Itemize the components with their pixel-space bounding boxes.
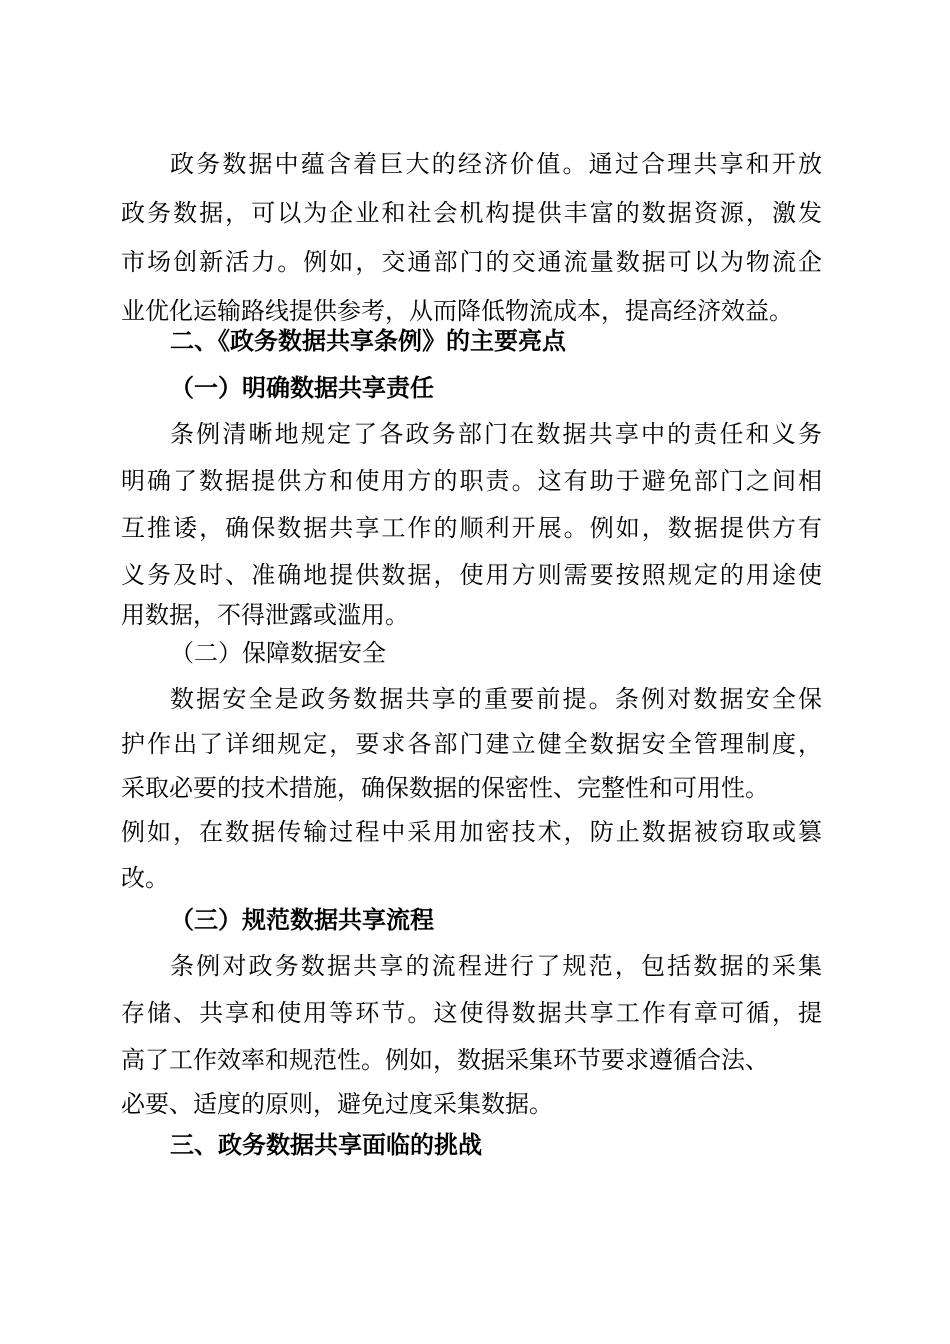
- paragraph-line: 用数据，不得泄露或滥用。: [121, 601, 409, 629]
- section-heading: 二、《政务数据共享条例》的主要亮点: [170, 326, 566, 355]
- paragraph-line: 互推诿，确保数据共享工作的顺利开展。例如，数据提供方有: [121, 514, 822, 542]
- subsection-heading: （二）保障数据安全: [170, 639, 386, 667]
- section-heading: 三、政务数据共享面临的挑战: [170, 1130, 482, 1159]
- paragraph-line: 高了工作效率和规范性。例如，数据采集环节要求遵循合法、: [121, 1046, 769, 1074]
- paragraph-line: 采取必要的技术措施，确保数据的保密性、完整性和可用性。: [121, 774, 769, 802]
- paragraph-line: 改。: [121, 864, 169, 892]
- paragraph-line: 业优化运输路线提供参考，从而降低物流成本，提高经济效益。: [121, 297, 793, 325]
- paragraph-line: 政务数据，可以为企业和社会机构提供丰富的数据资源，激发: [121, 199, 822, 227]
- paragraph-line: 条例对政务数据共享的流程进行了规范，包括数据的采集: [170, 952, 822, 980]
- paragraph-line: 例如，在数据传输过程中采用加密技术，防止数据被窃取或篡: [121, 818, 822, 846]
- subsection-heading: （三）规范数据共享流程: [170, 905, 434, 934]
- paragraph-line: 条例清晰地规定了各政务部门在数据共享中的责任和义务: [170, 420, 822, 448]
- paragraph-line: 政务数据中蕴含着巨大的经济价值。通过合理共享和开放: [170, 150, 822, 178]
- paragraph-line: 市场创新活力。例如，交通部门的交通流量数据可以为物流企: [121, 248, 822, 276]
- paragraph-line: 存储、共享和使用等环节。这使得数据共享工作有章可循，提: [121, 999, 822, 1027]
- paragraph-line: 明确了数据提供方和使用方的职责。这有助于避免部门之间相: [121, 467, 822, 495]
- paragraph-line: 必要、适度的原则，避免过度采集数据。: [121, 1090, 553, 1118]
- paragraph-line: 义务及时、准确地提供数据，使用方则需要按照规定的用途使: [121, 561, 822, 589]
- subsection-heading: （一）明确数据共享责任: [170, 373, 434, 402]
- paragraph-line: 护作出了详细规定，要求各部门建立健全数据安全管理制度，: [121, 730, 822, 758]
- paragraph-line: 数据安全是政务数据共享的重要前提。条例对数据安全保: [170, 685, 822, 713]
